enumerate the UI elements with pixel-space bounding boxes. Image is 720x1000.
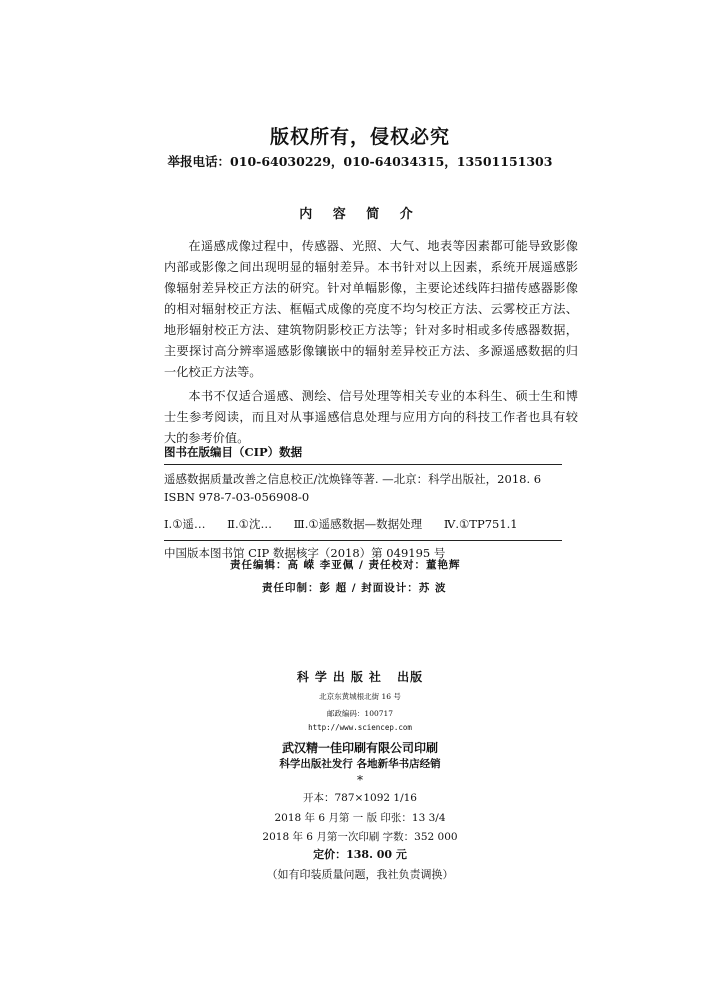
publisher-address: 北京东黄城根北街 16 号 [319, 692, 401, 701]
credits-editors: 责任编辑：高 嵘 李亚佩 / 责任校对：董艳辉 [230, 559, 461, 571]
report-phone: 举报电话：010-64030229，010-64034315，13501151303 [167, 154, 553, 169]
publisher-website: http://www.sciencep.com [308, 723, 412, 732]
distributor: 科学出版社发行 各地新华书店经销 [279, 758, 441, 770]
cip-class-item: Ⅲ.①遥感数据—数据处理 [293, 517, 423, 531]
summary-paragraph: 在遥感成像过程中，传感器、光照、大气、地表等因素都可能导致影像内部或影像之间出现明显的辐射差异。本书针对以上因素，系统开展遥感影像辐射差异校正方法的研究。针对单幅影像，主要论述线阵扫描传感器影像的相对辐射校正方法、框幅式成像的亮度不均匀校正方法、云雾校正方法、地形辐射校正方法、建筑物阴影校正方法等；针对多时相或多传感器数据，主要探讨高分辨率遥感影像镶嵌中的辐射差异校正方法、多源遥感数据的归一化校正方法等。 [164, 239, 578, 379]
copyright-title: 版权所有，侵权必究 [269, 126, 450, 148]
cip-check-number: 中国版本图书馆 CIP 数据核字（2018）第 049195 号 [164, 546, 446, 560]
cip-top-rule [164, 464, 562, 465]
book-printing: 2018 年 6 月第一次印刷 字数：352 000 [262, 831, 458, 843]
printer: 武汉精一佳印刷有限公司印刷 [281, 741, 438, 755]
quality-note: （如有印装质量问题，我社负责调换） [266, 868, 454, 881]
separator-asterisk: * [357, 773, 363, 787]
book-price: 定价：138. 00 元 [313, 848, 407, 861]
summary-paragraph: 本书不仅适合遥感、测绘、信号处理等相关专业的本科生、硕士生和博士生参考阅读，而且对从事遥感信息处理与应用方向的科技工作者也具有较大的参考价值。 [164, 389, 578, 445]
summary-text [164, 236, 578, 452]
cip-heading: 图书在版编目（CIP）数据 [164, 445, 303, 459]
cip-block [164, 444, 564, 561]
summary-heading: 内 容 简 介 [299, 207, 421, 222]
cip-classification [164, 516, 564, 532]
book-edition: 2018 年 6 月第 一 版 印张：13 3/4 [274, 812, 446, 824]
cip-title-line: 遥感数据质量改善之信息校正/沈焕锋等著. —北京：科学出版社，2018. 6 [164, 472, 542, 486]
cip-class-item: Ⅳ.①TP751.1 [443, 517, 518, 531]
cip-class-item: Ⅰ.①遥… [164, 517, 206, 531]
cip-class-item: Ⅱ.①沈… [227, 517, 272, 531]
publisher-suffix: 出版 [397, 670, 424, 684]
publisher-postcode: 邮政编码：100717 [326, 709, 394, 718]
credits-production: 责任印制：彭 超 / 封面设计：苏 波 [262, 582, 447, 594]
book-format: 开本：787×1092 1/16 [303, 792, 417, 804]
cip-isbn: ISBN 978-7-03-056908-0 [164, 490, 310, 504]
publisher-name [0, 668, 720, 685]
publisher-name-text: 科学出版社 [296, 670, 387, 684]
